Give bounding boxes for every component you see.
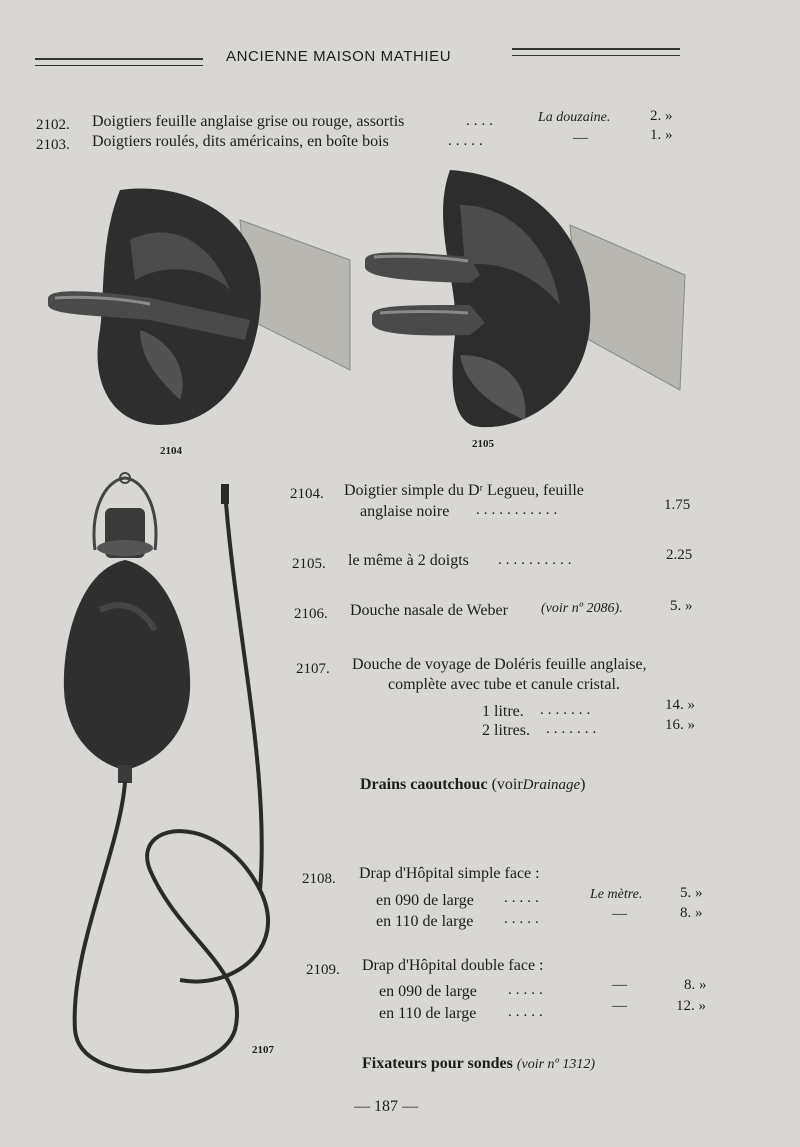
option-label: en 110 de large bbox=[376, 913, 474, 930]
item-price: 5. » bbox=[670, 598, 693, 614]
option-unit: — bbox=[612, 977, 627, 993]
section-drains bbox=[360, 776, 586, 794]
item-text: Doigtiers feuille anglaise grise ou rouge, assortis bbox=[92, 113, 405, 130]
figure-caption: 2105 bbox=[472, 438, 494, 450]
option-price: 8. » bbox=[684, 977, 707, 993]
section-ref: Drainage bbox=[522, 777, 581, 793]
leader-dots: ..... bbox=[504, 890, 543, 906]
option-price: 5. » bbox=[680, 885, 703, 901]
item-unit: — bbox=[573, 130, 588, 146]
figure-caption: 2107 bbox=[252, 1044, 274, 1056]
option-unit: — bbox=[612, 906, 627, 922]
leader-dots: ....... bbox=[540, 702, 595, 718]
item-price: 2.25 bbox=[666, 547, 693, 563]
item-number: 2106. bbox=[294, 606, 328, 622]
item-number: 2102. bbox=[36, 117, 70, 133]
leader-dots: ..... bbox=[508, 1004, 547, 1020]
page-header-title: ANCIENNE MAISON MATHIEU bbox=[226, 48, 452, 65]
header-rule-right bbox=[512, 48, 680, 56]
section-paren-open: (voir bbox=[491, 776, 523, 793]
leader-dots: ........... bbox=[476, 502, 562, 518]
finger-cot-double-illustration bbox=[360, 165, 690, 435]
option-label: en 090 de large bbox=[376, 892, 474, 909]
option-unit: Le mètre. bbox=[590, 887, 643, 902]
option-price: 8. » bbox=[680, 905, 703, 921]
section-paren-close: ) bbox=[580, 776, 586, 793]
item-text: Drap d'Hôpital double face : bbox=[362, 957, 544, 974]
option-price: 14. » bbox=[665, 697, 695, 713]
option-price: 16. » bbox=[665, 717, 695, 733]
item-text-continued: complète avec tube et canule cristal. bbox=[388, 676, 620, 693]
item-number: 2104. bbox=[290, 486, 324, 502]
item-text: Doigtier simple du Dʳ Legueu, feuille bbox=[344, 482, 584, 499]
page-number: — 187 — bbox=[354, 1098, 418, 1115]
option-label: en 090 de large bbox=[379, 983, 477, 1000]
option-price: 12. » bbox=[676, 998, 706, 1014]
item-number: 2103. bbox=[36, 137, 70, 153]
item-unit: La douzaine. bbox=[538, 110, 611, 125]
item-price: 1.75 bbox=[664, 497, 691, 513]
header-rule-left bbox=[35, 58, 203, 66]
item-reference: (voir nº 2086). bbox=[541, 601, 623, 616]
item-text: Doigtiers roulés, dits américains, en boîte bois bbox=[92, 133, 389, 150]
item-number: 2105. bbox=[292, 556, 326, 572]
leader-dots: ....... bbox=[546, 721, 601, 737]
item-number: 2109. bbox=[306, 962, 340, 978]
item-number: 2108. bbox=[302, 871, 336, 887]
leader-dots: ..... bbox=[504, 911, 543, 927]
douche-illustration bbox=[60, 470, 300, 1090]
leader-dots: ..... bbox=[448, 133, 487, 149]
item-number: 2107. bbox=[296, 661, 330, 677]
option-unit: — bbox=[612, 998, 627, 1014]
section-fixateurs bbox=[362, 1055, 595, 1073]
option-label: 1 litre. bbox=[482, 703, 524, 720]
item-text: Douche nasale de Weber bbox=[350, 602, 508, 619]
item-text: Douche de voyage de Doléris feuille anglaise, bbox=[352, 656, 647, 673]
option-label: 2 litres. bbox=[482, 722, 530, 739]
finger-cot-single-illustration bbox=[40, 180, 360, 430]
leader-dots: .... bbox=[466, 113, 497, 129]
option-label: en 110 de large bbox=[379, 1005, 477, 1022]
item-price: 2. » bbox=[650, 108, 673, 124]
figure-caption: 2104 bbox=[160, 445, 182, 457]
section-title: Fixateurs pour sondes bbox=[362, 1055, 513, 1072]
item-text: Drap d'Hôpital simple face : bbox=[359, 865, 540, 882]
item-price: 1. » bbox=[650, 127, 673, 143]
section-title: Drains caoutchouc bbox=[360, 776, 488, 793]
leader-dots: .......... bbox=[498, 552, 576, 568]
leader-dots: ..... bbox=[508, 982, 547, 998]
section-ref: (voir nº 1312) bbox=[516, 1057, 596, 1072]
item-text: le même à 2 doigts bbox=[348, 552, 469, 569]
item-text-continued: anglaise noire bbox=[360, 503, 450, 520]
